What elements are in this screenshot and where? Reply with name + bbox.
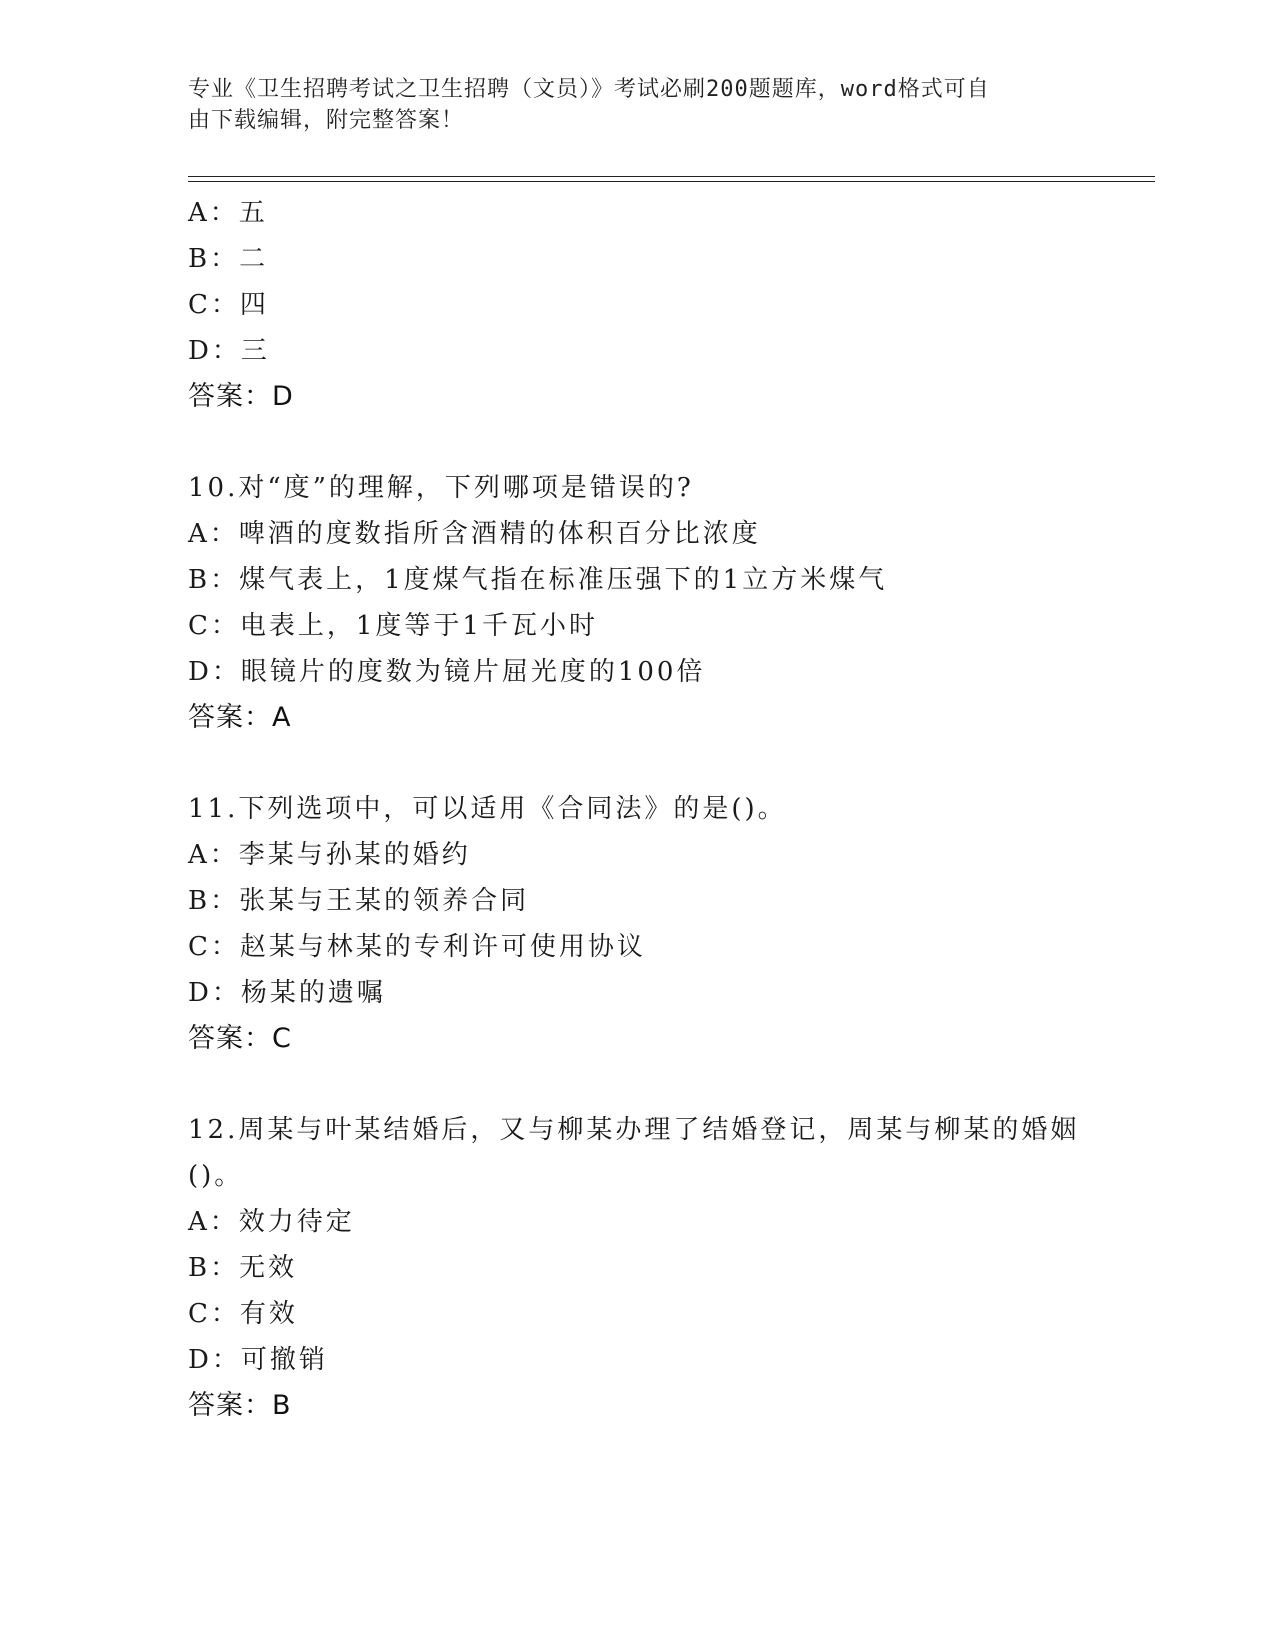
header-divider-top: [188, 176, 1155, 177]
header-line-1: 专业《卫生招聘考试之卫生招聘（文员）》考试必刷200题题库，word格式可自: [188, 77, 990, 102]
option-c: C：有效: [188, 1299, 298, 1329]
question-text-line-2: ()。: [188, 1161, 244, 1191]
question-text: 10.对“度”的理解，下列哪项是错误的?: [188, 473, 694, 503]
option-c: C：赵某与林某的专利许可使用协议: [188, 932, 646, 962]
question-block-12: [188, 1107, 1148, 1429]
option-d: D：眼镜片的度数为镜片屈光度的100倍: [188, 657, 706, 687]
option-b: B：无效: [188, 1253, 298, 1283]
option-d: D：可撤销: [188, 1345, 328, 1375]
answer-line: 答案：B: [188, 1390, 292, 1421]
document-header: [188, 74, 1088, 136]
option-d: D：杨某的遗嘱: [188, 978, 386, 1008]
question-block-9: [188, 190, 1148, 420]
header-line-2: 由下载编辑，附完整答案！: [188, 108, 465, 133]
block-spacer: [188, 741, 1148, 786]
option-b: B：煤气表上，1度煤气指在标准压强下的1立方米煤气: [188, 565, 888, 595]
option-a: A：五: [188, 198, 268, 228]
block-spacer: [188, 1062, 1148, 1107]
block-spacer: [188, 420, 1148, 465]
option-b: B：二: [188, 244, 269, 274]
question-block-10: [188, 465, 1148, 741]
answer-line: 答案：A: [188, 702, 292, 733]
option-b: B：张某与王某的领养合同: [188, 886, 530, 916]
option-d: D：三: [188, 336, 270, 366]
option-a: A：李某与孙某的婚约: [188, 840, 471, 870]
answer-line: 答案：C: [188, 1023, 292, 1054]
header-divider-bottom: [188, 181, 1155, 182]
question-block-11: [188, 786, 1148, 1062]
question-list: [188, 190, 1148, 1429]
answer-line: 答案：D: [188, 381, 294, 412]
option-a: A：效力待定: [188, 1207, 355, 1237]
option-c: C：电表上，1度等于1千瓦小时: [188, 611, 598, 641]
question-text-line-1: 12.周某与叶某结婚后，又与柳某办理了结婚登记，周某与柳某的婚姻: [188, 1115, 1080, 1145]
question-text: 11.下列选项中，可以适用《合同法》的是()。: [188, 794, 787, 824]
option-c: C：四: [188, 290, 269, 320]
option-a: A：啤酒的度数指所含酒精的体积百分比浓度: [188, 519, 761, 549]
